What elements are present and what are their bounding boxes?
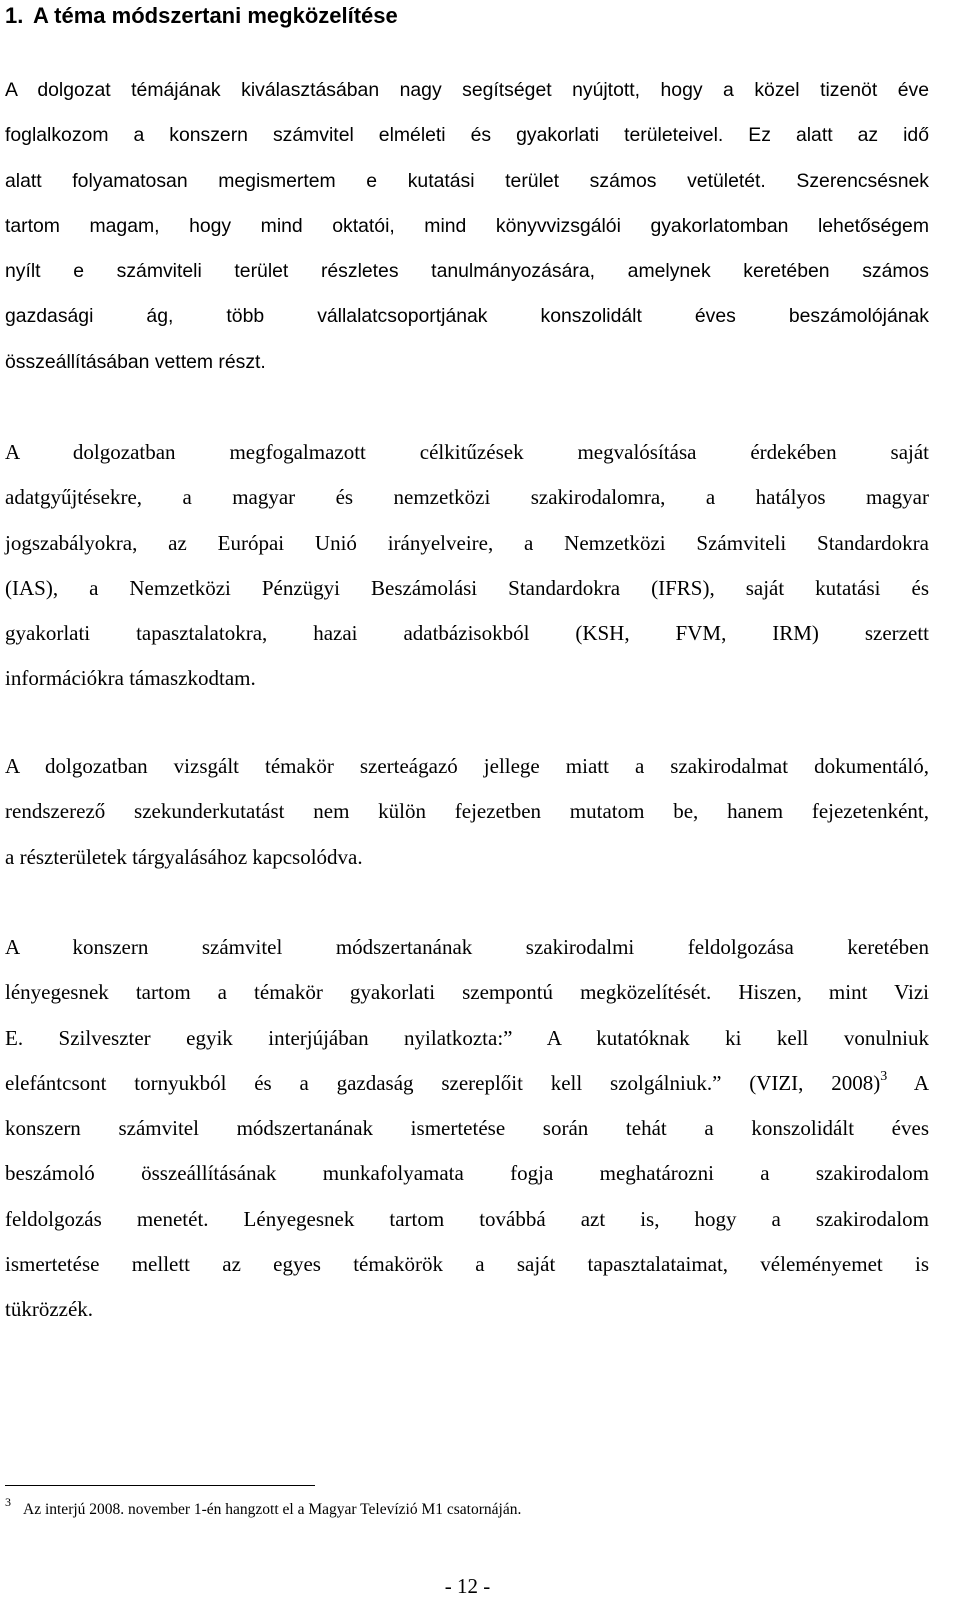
footnote: 3 Az interjú 2008. november 1-én hangzott el a Magyar Televízió M1 csatornáján. (5, 1495, 522, 1518)
paragraph-line: A dolgozatban megfogalmazott célkitűzések megvalósítása érdekében saját (5, 440, 929, 464)
paragraph-line: beszámoló összeállításának munkafolyamata fogja meghatározni a szakirodalom (5, 1161, 929, 1186)
section-heading (5, 2, 935, 30)
paragraph-text: A (887, 1070, 929, 1095)
paragraph-line: adatgyűjtésekre, a magyar és nemzetközi szakirodalomra, a hatályos magyar (5, 485, 929, 510)
paragraph-line: a részterületek tárgyalásához kapcsolódva. (5, 844, 363, 869)
paragraph-line: ismertetése mellett az egyes témakörök a saját tapasztalataimat, véleményemet is (5, 1252, 929, 1277)
paragraph-line: alatt folyamatosan megismertem e kutatási terület számos vetületét. Szerencsésnek (5, 169, 929, 192)
section-title: A téma módszertani megközelítése (33, 3, 398, 28)
footnote-text: Az interjú 2008. november 1-én hangzott el a Magyar Televízió M1 csatornáján. (23, 1501, 522, 1518)
paragraph-line: összeállításában vettem részt. (5, 350, 266, 373)
section-number: 1. (5, 3, 24, 28)
footnote-reference[interactable]: 3 (880, 1068, 888, 1084)
paragraph-3 (5, 744, 929, 880)
paragraph-line: lényegesnek tartom a témakör gyakorlati szempontú megközelítését. Hiszen, mint Vizi (5, 980, 929, 1005)
paragraph-line: (IAS), a Nemzetközi Pénzügyi Beszámolási Standardokra (IFRS), saját kutatási és (5, 575, 929, 600)
paragraph-line: jogszabályokra, az Európai Unió irányelveire, a Nemzetközi Számviteli Standardokra (5, 530, 929, 555)
paragraph-line: információkra támaszkodtam. (5, 666, 256, 691)
paragraph-line: A dolgozat témájának kiválasztásában nagy segítséget nyújtott, hogy a közel tizenöt éve (5, 79, 929, 101)
paragraph-line: tükrözzék. (5, 1297, 94, 1322)
paragraph-line: A konszern számvitel módszertanának szakirodalmi feldolgozása keretében (5, 935, 929, 959)
footnote-separator (5, 1485, 315, 1486)
paragraph-line: gazdasági ág, több vállalatcsoportjának konszolidált éves beszámolójának (5, 305, 929, 328)
paragraph-text: elefántcsont tornyukból és a gazdaság szereplőit kell szolgálniuk.” (VIZI, 2008) (5, 1070, 881, 1095)
paragraph-line: feldolgozás menetét. Lényegesnek tartom továbbá azt is, hogy a szakirodalom (5, 1206, 929, 1231)
paragraph-line: A dolgozatban vizsgált témakör szerteágazó jellege miatt a szakirodalmat dokumentáló, (5, 754, 929, 778)
paragraph-4 (5, 925, 929, 1333)
paragraph-line: E. Szilveszter egyik interjújában nyilatkozta:” A kutatóknak ki kell vonulniuk (5, 1025, 929, 1050)
paragraph-line: tartom magam, hogy mind oktatói, mind könyvvizsgálói gyakorlatomban lehetőségem (5, 214, 929, 237)
page-number: - 12 - (444, 1574, 491, 1598)
paragraph-line (5, 1061, 929, 1106)
paragraph-2 (5, 430, 929, 702)
paragraph-line: nyílt e számviteli terület részletes tanulmányozására, amelynek keretében számos (5, 260, 929, 283)
paragraph-1 (5, 68, 929, 385)
paragraph-line: rendszerező szekunderkutatást nem külön fejezetben mutatom be, hanem fejezetenként, (5, 799, 929, 824)
paragraph-line: foglalkozom a konszern számvitel elméleti és gyakorlati területeivel. Ez alatt az idő (5, 124, 929, 147)
paragraph-line: gyakorlati tapasztalatokra, hazai adatbázisokból (KSH, FVM, IRM) szerzett (5, 621, 929, 646)
paragraph-line: konszern számvitel módszertanának ismertetése során tehát a konszolidált éves (5, 1116, 929, 1141)
